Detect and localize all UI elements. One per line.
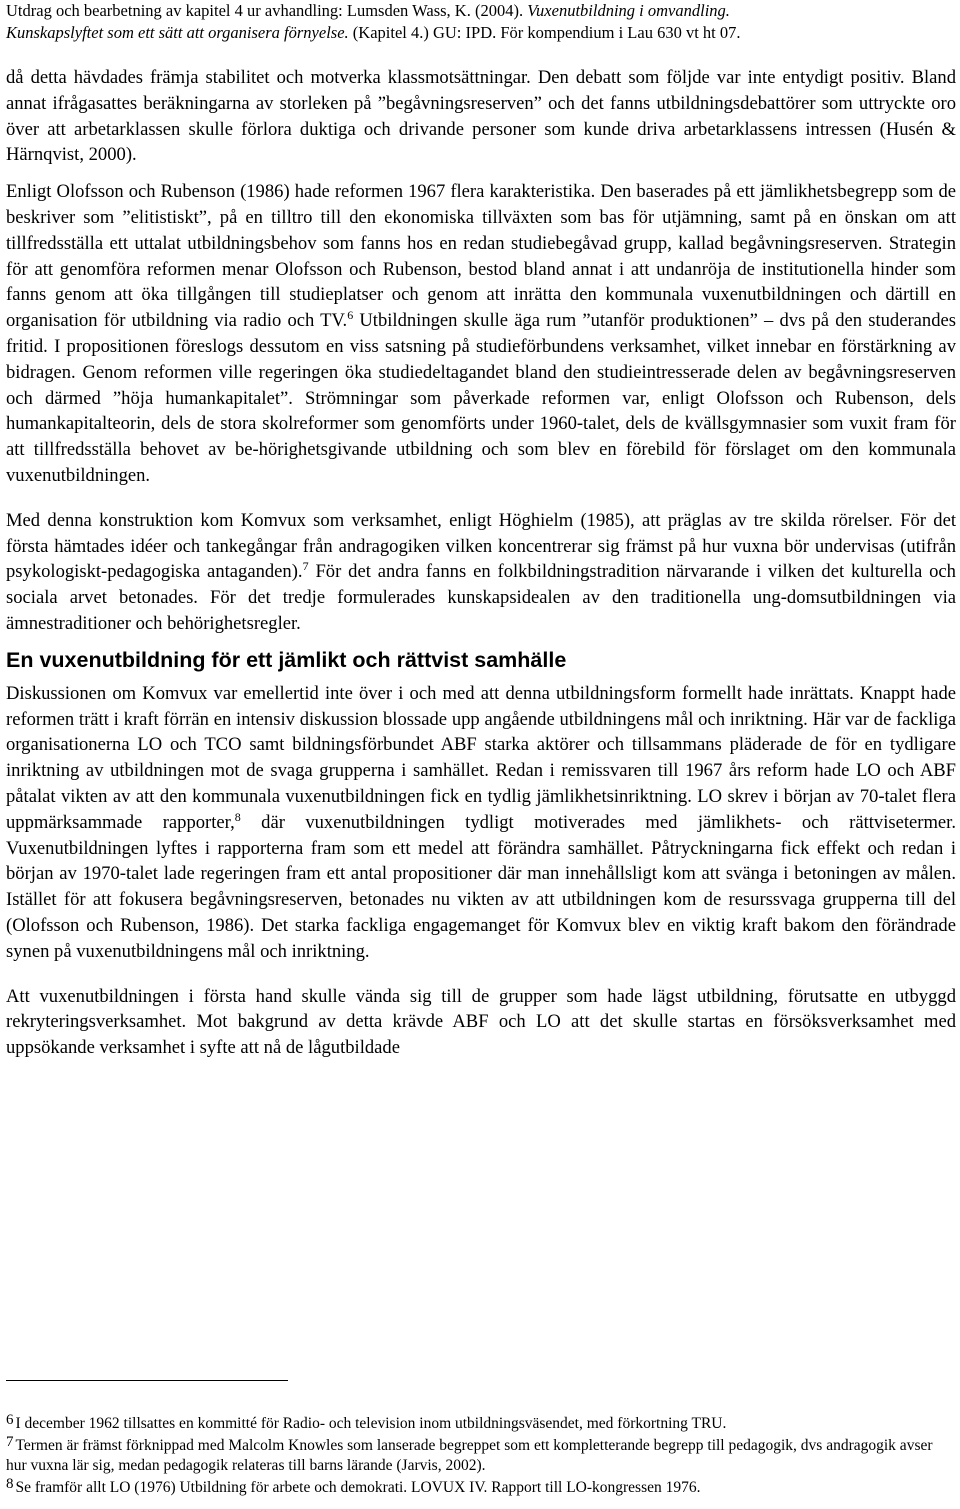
paragraph-2 [6,179,956,489]
paragraph-4-part-a: Diskussionen om Komvux var emellertid inte över i och med att denna utbildningsform formellt hade inrättats. Knappt hade reformen trätt i kraft förrän en intensiv diskussion blossade upp angående utbildningens mål och inriktning. Här var de fackliga organisationerna LO och TCO samt bildningsförbundet ABF starka aktörer och tillsammans pläderade de för en tydligare inriktning av utbildningen mot de svaga grupperna i samhället. Redan i remissvaren till 1967 års reform hade LO och ABF påtalat vikten av att den kommunala vuxenutbildningen fick en tydlig jämlikhetsinriktning. LO skrev i början av 70-talet flera uppmärksammade rapporter, [6,682,956,833]
footnote-number: 6 [6,1412,14,1428]
paragraph-3 [6,508,956,637]
footnote-7 [6,1436,956,1476]
paragraph-4 [6,681,956,965]
footnote-ref-7[interactable]: 7 [302,559,309,574]
header-title-italic: Vuxenutbildning i omvandling. [527,1,730,20]
body-text [6,65,956,1061]
header-citation: Utdrag och bearbetning av kapitel 4 ur avhandling: Lumsden Wass, K. (2004). [6,1,528,20]
footnote-number: 7 [6,1434,14,1450]
footnotes [6,1414,956,1500]
footnote-separator [6,1380,288,1381]
footnote-8 [6,1478,956,1498]
running-header [6,0,956,44]
header-course-info: (Kapitel 4.) GU: IPD. För kompendium i Lau 630 vt ht 07. [348,23,741,42]
header-subtitle-italic: Kunskapslyftet som ett sätt att organisera förnyelse. [6,23,349,42]
paragraph-2-part-b: Utbildningen skulle äga rum ”utanför produktionen” – dvs på den studerandes fritid. I propositionen föreslogs dessutom en viss satsning på studieförbundens verksamhet, vilket innebar en förstärkning av bidragen. Genom reformen ville regeringen öka studiedeltagandet bland den studieintresserade delen av begåvningsreserven och därmed ”höja humankapitalet”. Strömningar som påverkade reformen var, enligt Olofsson och Rubenson, dels humankapitalteorin, dels de stora skolreformer som genomförts under 1960-talet, dels de kvällsgymnasier som vuxit fram för att tillfredsställa behovet av be-hörighetsgivande utbildning och som blev en förebild för förslaget om den kommunala vuxenutbildningen. [6,310,956,486]
paragraph-1: då detta hävdades främja stabilitet och motverka klassmotsättningar. Den debatt som följde var inte entydigt positiv. Bland annat ifrågasattes beräkningarna av storleken på ”begåvningsreserven” och det fanns utbildningsdebattörer som uttryckte oro över att arbetarklassen skulle förlora duktiga och drivande personer som kunde driva arbetarklassens intressen (Husén & Härnqvist, 2000). [6,67,956,166]
paragraph-4-part-b: där vuxenutbildningen tydligt motiverades med jämlikhets- och rättvisetermer. Vuxenutbildningen lyftes i rapporterna fram som ett medel att förändra samhället. Påtryckningarna fick effekt och redan i början av 1970-talet lade regeringen fram ett antal propositioner där man innehållsligt kom att svänga i betoningen av målen. Istället för att fokusera begåvningsreserven, betonades nu vikten av att utbildningen kom de resurssvaga grupperna till del (Olofsson och Rubenson, 1986). Det starka fackliga engagemanget för Komvux blev en viktig kraft bakom den förändrade synen på vuxenutbildningens mål och inriktning. [6,811,956,962]
footnote-text: I december 1962 tillsattes en kommitté för Radio- och television inom utbildningsväsendet, med förkortning TRU. [15,1415,727,1432]
footnote-text: Se framför allt LO (1976) Utbildning för arbete och demokrati. LOVUX IV. Rapport till LO-kongressen 1976. [15,1479,701,1496]
section-heading: En vuxenutbildning för ett jämlikt och rättvist samhälle [6,647,567,672]
paragraph-5: Att vuxenutbildningen i första hand skulle vända sig till de grupper som hade lägst utbildning, förutsatte en utbyggd rekryteringsverksamhet. Mot bakgrund av detta krävde ABF och LO att det skulle startas en försöksverksamhet med uppsökande verksamhet i syfte att nå de lågutbildade [6,985,956,1059]
footnote-ref-6[interactable]: 6 [347,307,354,322]
footnote-ref-8[interactable]: 8 [234,809,241,824]
paragraph-2-part-a: Enligt Olofsson och Rubenson (1986) hade reformen 1967 flera karakteristika. Den baserades på ett jämlikhetsbegrepp som de beskriver som ”elitistiskt”, på en tilltro till den ekonomiska tillväxten som bas för utjämning, samt på en önskan om att tillfredsställa ett uttalat utbildningsbehov som fanns hos en redan studiebegåvad grupp, kallad begåvningsreserven. Strategin för att genomföra reformen menar Olofsson och Rubenson, bestod bland annat i att undanröja de institutionella hinder som fanns genom att öka tillgången till studieplatser och genom att inrätta den kommunala vuxenutbildningen och därtill en organisation för utbildning via radio och TV. [6,181,956,332]
footnote-text: Termen är främst förknippad med Malcolm Knowles som lanserade begreppet som ett kompletterande begrepp till pedagogik, dvs andragogik avser hur vuxna lär sig, medan pedagogik relateras till barns lärande (Jarvis, 2002). [6,1437,933,1474]
paragraph-3-part-a: Med denna konstruktion kom Komvux som verksamhet, enligt Höghielm (1985), att präglas av tre skilda rörelser. För det första hämtades idéer och tankegångar från andragogiken vilken koncentrerar sig främst på hur vuxna bör undervisas (utifrån psykologiskt-pedagogiska antaganden). [6,509,956,583]
footnote-number: 8 [6,1476,14,1492]
footnote-6 [6,1414,956,1434]
paragraph-3-part-b: För det andra fanns en folkbildningstradition närvarande i vilken det kulturella och sociala arvet betonades. För det tredje formulerades kunskapsidealen av den traditionella ung-domsutbildningen via ämnestraditioner och behörighetsregler. [6,561,956,634]
